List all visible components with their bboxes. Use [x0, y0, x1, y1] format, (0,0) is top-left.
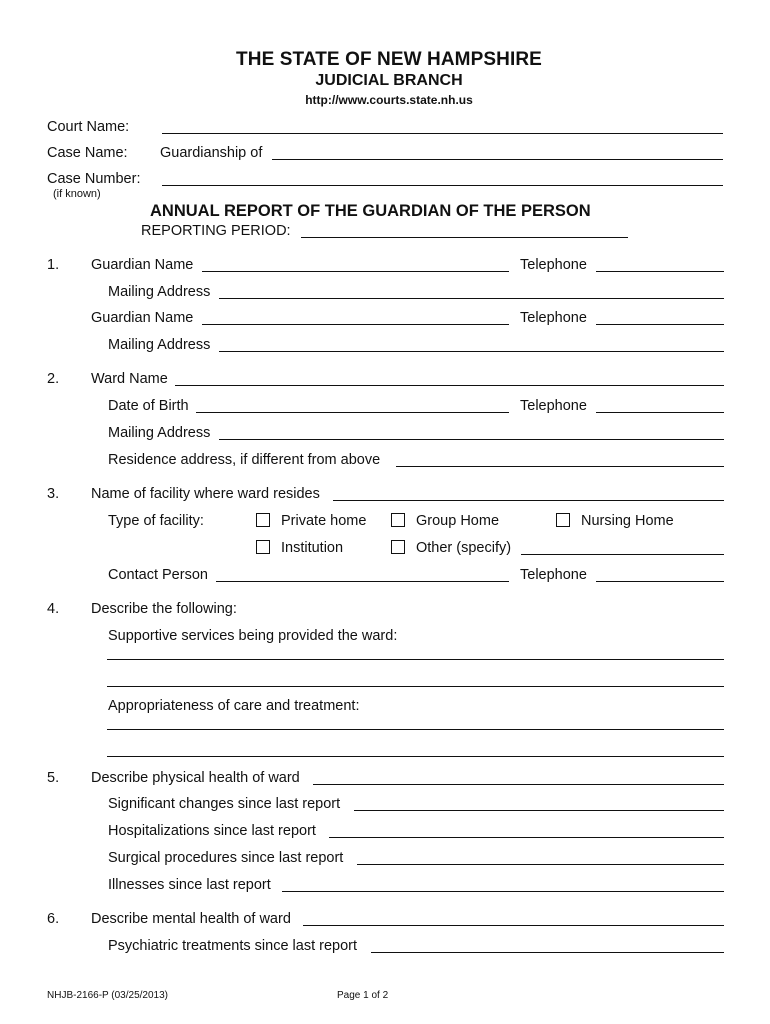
supportive-services-line-2[interactable]: [107, 686, 724, 687]
ward-telephone-field[interactable]: [596, 412, 724, 413]
mental-health-label: Describe mental health of ward: [91, 911, 291, 927]
case-name-prefix: Guardianship of: [160, 145, 263, 161]
form-id: NHJB-2166-P (03/25/2013): [47, 990, 168, 1001]
guardian1-name-label: Guardian Name: [91, 257, 194, 273]
reporting-period-label: REPORTING PERIOD:: [141, 223, 291, 239]
section-4-number: 4.: [47, 601, 60, 617]
guardian1-address-label: Mailing Address: [108, 284, 211, 300]
residence-address-label: Residence address, if different from above: [108, 452, 381, 468]
guardian2-telephone-label: Telephone: [520, 310, 587, 326]
other-label: Other (specify): [416, 540, 512, 556]
group-home-checkbox[interactable]: [391, 513, 405, 527]
illnesses-label: Illnesses since last report: [108, 877, 271, 893]
case-name-label: Case Name:: [47, 145, 128, 161]
ward-name-label: Ward Name: [91, 371, 168, 387]
surgical-procedures-field[interactable]: [357, 864, 724, 865]
section-2-number: 2.: [47, 371, 60, 387]
court-name-field[interactable]: [162, 133, 723, 134]
contact-person-label: Contact Person: [108, 567, 208, 583]
case-number-field[interactable]: [162, 185, 723, 186]
guardian1-name-field[interactable]: [202, 271, 509, 272]
guardian2-name-label: Guardian Name: [91, 310, 194, 326]
facility-name-field[interactable]: [333, 500, 724, 501]
contact-person-field[interactable]: [216, 581, 509, 582]
supportive-services-line-1[interactable]: [107, 659, 724, 660]
psychiatric-treatments-field[interactable]: [371, 952, 724, 953]
mental-health-field[interactable]: [303, 925, 724, 926]
dob-field[interactable]: [196, 412, 509, 413]
guardian2-address-field[interactable]: [219, 351, 724, 352]
branch-title: JUDICIAL BRANCH: [315, 72, 463, 89]
court-url[interactable]: http://www.courts.state.nh.us: [305, 93, 473, 107]
guardian2-address-label: Mailing Address: [108, 337, 211, 353]
ward-name-field[interactable]: [175, 385, 724, 386]
nursing-home-checkbox[interactable]: [556, 513, 570, 527]
court-name-label: Court Name:: [47, 119, 130, 135]
facility-type-label: Type of facility:: [108, 513, 204, 529]
reporting-period-field[interactable]: [301, 237, 628, 238]
institution-checkbox[interactable]: [256, 540, 270, 554]
nursing-home-label: Nursing Home: [581, 513, 674, 529]
significant-changes-label: Significant changes since last report: [108, 796, 341, 812]
case-number-label: Case Number:: [47, 171, 141, 187]
guardian2-name-field[interactable]: [202, 324, 509, 325]
guardian1-telephone-field[interactable]: [596, 271, 724, 272]
section-3-number: 3.: [47, 486, 60, 502]
facility-name-label: Name of facility where ward resides: [91, 486, 320, 502]
facility-telephone-label: Telephone: [520, 567, 587, 583]
section-1-number: 1.: [47, 257, 60, 273]
hospitalizations-field[interactable]: [329, 837, 724, 838]
institution-label: Institution: [281, 540, 344, 556]
appropriateness-label: Appropriateness of care and treatment:: [108, 698, 360, 714]
appropriateness-line-2[interactable]: [107, 756, 724, 757]
group-home-label: Group Home: [416, 513, 500, 529]
illnesses-field[interactable]: [282, 891, 724, 892]
section-5-number: 5.: [47, 770, 60, 786]
supportive-services-label: Supportive services being provided the ward:: [108, 628, 398, 644]
describe-following-label: Describe the following:: [91, 601, 237, 617]
dob-label: Date of Birth: [108, 398, 189, 414]
state-title: THE STATE OF NEW HAMPSHIRE: [236, 49, 542, 70]
report-title: ANNUAL REPORT OF THE GUARDIAN OF THE PERSON: [150, 202, 591, 220]
surgical-procedures-label: Surgical procedures since last report: [108, 850, 344, 866]
guardian1-telephone-label: Telephone: [520, 257, 587, 273]
case-number-note: (if known): [53, 188, 101, 200]
private-home-checkbox[interactable]: [256, 513, 270, 527]
private-home-label: Private home: [281, 513, 367, 529]
other-checkbox[interactable]: [391, 540, 405, 554]
facility-telephone-field[interactable]: [596, 581, 724, 582]
physical-health-field[interactable]: [313, 784, 724, 785]
ward-telephone-label: Telephone: [520, 398, 587, 414]
ward-address-label: Mailing Address: [108, 425, 211, 441]
guardian1-address-field[interactable]: [219, 298, 724, 299]
psychiatric-treatments-label: Psychiatric treatments since last report: [108, 938, 358, 954]
page-number: Page 1 of 2: [337, 990, 389, 1001]
hospitalizations-label: Hospitalizations since last report: [108, 823, 316, 839]
physical-health-label: Describe physical health of ward: [91, 770, 300, 786]
significant-changes-field[interactable]: [354, 810, 724, 811]
other-specify-field[interactable]: [521, 554, 724, 555]
case-name-field[interactable]: [272, 159, 723, 160]
appropriateness-line-1[interactable]: [107, 729, 724, 730]
ward-address-field[interactable]: [219, 439, 724, 440]
guardian2-telephone-field[interactable]: [596, 324, 724, 325]
residence-address-field[interactable]: [396, 466, 724, 467]
section-6-number: 6.: [47, 911, 60, 927]
